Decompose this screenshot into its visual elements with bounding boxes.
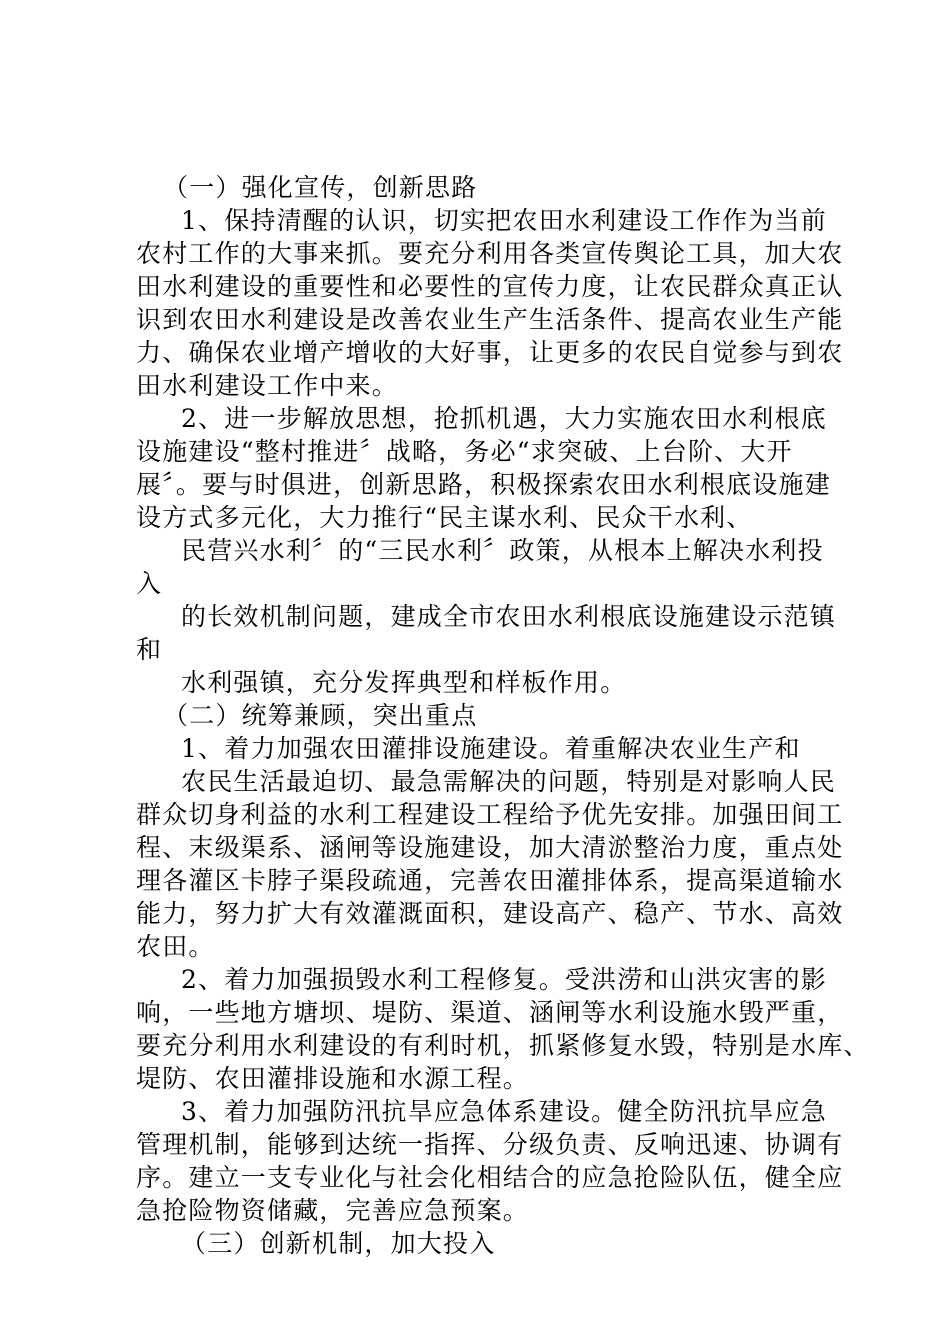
paragraph-line: 田水利建设的重要性和必要性的宣传力度，让农民群众真正认 [136,272,844,301]
paragraph-line: 设施建设“整村推进〞战略，务必“求突破、上台阶、大开 [136,437,793,466]
paragraph-line: 农村工作的大事来抓。要充分利用各类宣传舆论工具，加大农 [136,239,844,268]
paragraph-line: 田水利建设工作中来。 [136,371,399,400]
paragraph-line: 入 [136,569,163,598]
paragraph-line: 堤防、农田灌排设施和水源工程。 [136,1064,530,1093]
paragraph-line: 1、着力加强农田灌排设施建设。着重解决农业生产和 [181,734,801,763]
section-heading-1: （一）强化宣传，创新思路 [163,173,478,202]
paragraph-line: 水利强镇，充分发挥典型和样板作用。 [181,668,627,697]
paragraph-line: 力、确保农业增产增收的大好事，让更多的农民自觉参与到农 [136,338,844,367]
paragraph-line: 响，一些地方塘坝、堤防、渠道、涵闸等水利设施水毁严重， [136,998,844,1027]
paragraph-line: 和 [136,635,163,664]
paragraph-line: 识到农田水利建设是改善农业生产生活条件、提高农业生产能 [136,305,844,334]
paragraph-line: 展〞。要与时俱进，创新思路，积极探索农田水利根底设施建 [136,470,831,499]
paragraph-line: 序。建立一支专业化与社会化相结合的应急抢险队伍，健全应 [136,1163,844,1192]
paragraph-line: 要充分利用水利建设的有利时机，抓紧修复水毁，特别是水库、 [136,1031,870,1060]
paragraph-line: 程、末级渠系、涵闸等设施建设，加大清淤整治力度，重点处 [136,833,844,862]
paragraph-line: 农民生活最迫切、最急需解决的问题，特别是对影响人民 [181,767,837,796]
paragraph-line: 2、进一步解放思想，抢抓机遇，大力实施农田水利根底 [181,404,827,433]
paragraph-line: 的长效机制问题，建成全市农田水利根底设施建设示范镇 [181,602,837,631]
paragraph-line: 理各灌区卡脖子渠段疏通，完善农田灌排体系，提高渠道输水 [136,866,844,895]
paragraph-line: 群众切身利益的水利工程建设工程给予优先安排。加强田间工 [136,800,844,829]
paragraph-line: 农田。 [136,932,215,961]
paragraph-line: 1、保持清醒的认识，切实把农田水利建设工作作为当前 [181,206,827,235]
paragraph-line: 民营兴水利〞的“三民水利〞政策，从根本上解决水利投 [181,536,824,565]
paragraph-line: 能力，努力扩大有效灌溉面积，建设高产、稳产、节水、高效 [136,899,844,928]
paragraph-line: 急抢险物资储藏，完善应急预案。 [136,1196,530,1225]
paragraph-line: 2、着力加强损毁水利工程修复。受洪涝和山洪灾害的影 [181,965,827,994]
section-heading-2: （二）统筹兼顾，突出重点 [163,701,478,730]
paragraph-line: 设方式多元化，大力推行“民主谋水利、民众干水利、 [136,503,753,532]
section-heading-3: （三）创新机制，加大投入 [181,1229,496,1258]
paragraph-line: 管理机制，能够到达统一指挥、分级负责、反响迅速、协调有 [136,1130,844,1159]
paragraph-line: 3、着力加强防汛抗旱应急体系建设。健全防汛抗旱应急 [181,1097,827,1126]
